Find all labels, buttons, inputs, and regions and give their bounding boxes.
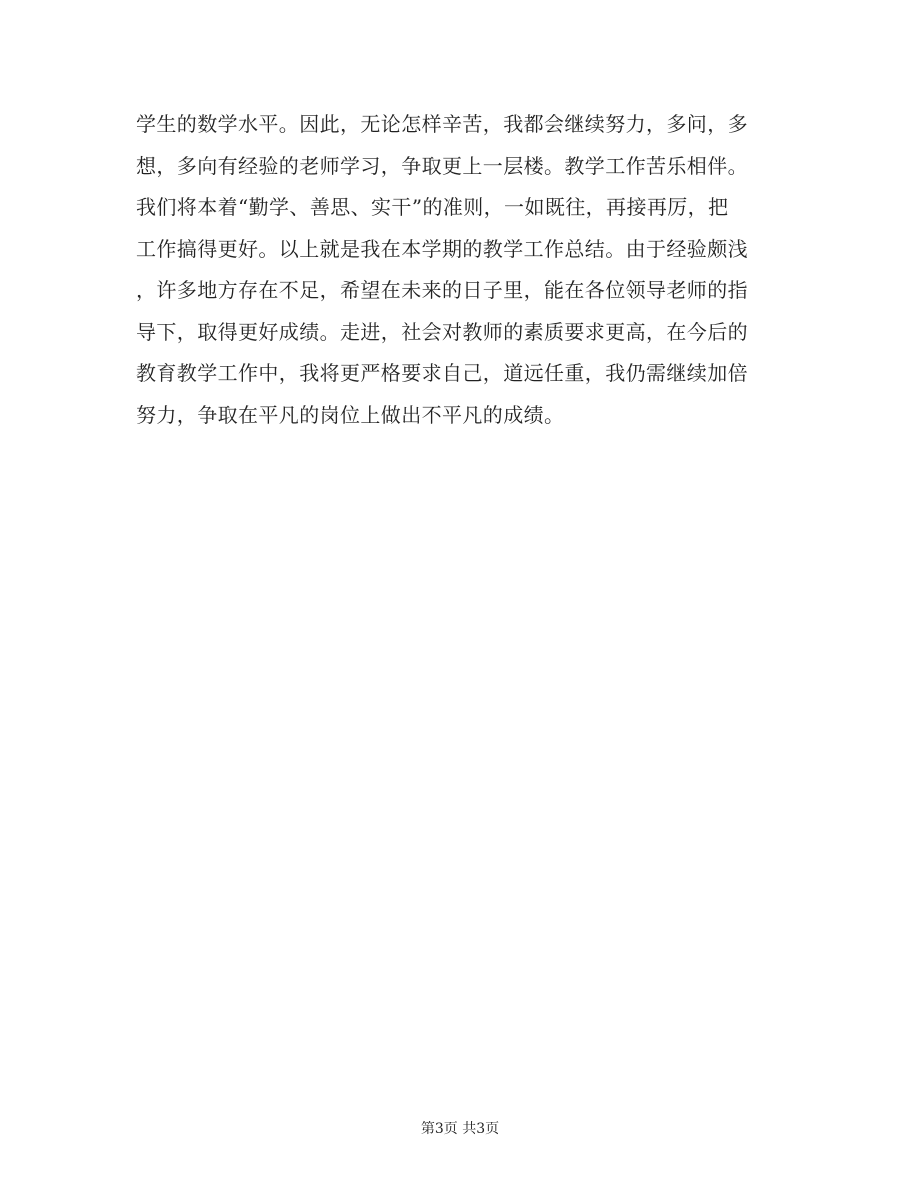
paragraph-line: 教育教学工作中，我将更严格要求自己，道远任重，我仍需继续加倍 — [136, 361, 748, 385]
paragraph-line: 导下，取得更好成绩。走进，社会对教师的素质要求更高，在今后的 — [136, 319, 748, 344]
paragraph-line: 学生的数学水平。因此，无论怎样辛苦，我都会继续努力，多问，多 — [136, 112, 748, 136]
paragraph-line: 努力，争取在平凡的岗位上做出不平凡的成绩。 — [136, 402, 565, 427]
paragraph-line: 想，多向有经验的老师学习，争取更上一层楼。教学工作苦乐相伴。 — [136, 153, 748, 178]
body-paragraph — [136, 104, 796, 436]
paragraph-line: ，许多地方存在不足，希望在未来的日子里，能在各位领导老师的指 — [136, 278, 748, 302]
paragraph-line: 工作搞得更好。以上就是我在本学期的教学工作总结。由于经验颇浅 — [136, 236, 748, 261]
paragraph-line: 我们将本着“勤学、善思、实干”的准则，一如既往，再接再厉，把 — [136, 195, 729, 219]
page-number-footer: 第3页 共3页 — [420, 1121, 500, 1137]
